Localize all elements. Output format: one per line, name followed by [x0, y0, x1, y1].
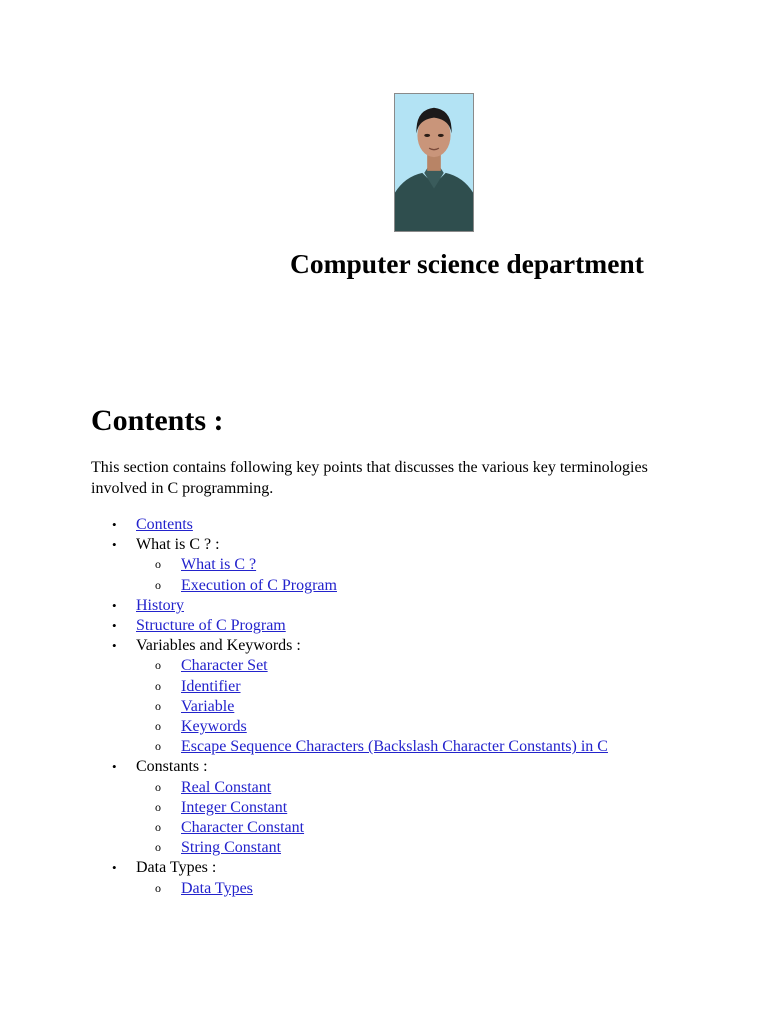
toc-section-label: What is C ? :	[136, 536, 220, 554]
toc-subitem-variable[interactable]	[136, 697, 608, 717]
toc-item-constants	[91, 757, 608, 858]
toc-sublist	[136, 778, 608, 859]
toc-item-history[interactable]	[91, 596, 608, 616]
toc-link[interactable]: History	[136, 596, 184, 614]
table-of-contents	[91, 515, 608, 899]
toc-link[interactable]: Contents	[136, 516, 193, 533]
toc-subitem-real-constant[interactable]	[136, 778, 608, 798]
toc-link[interactable]: Integer Constant	[181, 798, 288, 816]
toc-subitem-identifier[interactable]	[136, 677, 608, 697]
toc-link[interactable]: Data Types	[181, 879, 253, 897]
toc-subitem-escape-sequence-characters-backslash-character-constants-in-c[interactable]	[136, 737, 608, 757]
toc-section-label: Variables and Keywords :	[136, 637, 301, 655]
toc-subitem-integer-constant[interactable]	[136, 798, 608, 818]
toc-link[interactable]: Identifier	[181, 677, 241, 695]
toc-sublist	[136, 555, 608, 595]
toc-link[interactable]: Real Constant	[181, 778, 272, 796]
toc-link[interactable]: What is C ?	[181, 556, 257, 574]
toc-subitem-keywords[interactable]	[136, 717, 608, 737]
toc-item-structure-of-c-program[interactable]	[91, 616, 608, 636]
toc-subitem-character-constant[interactable]	[136, 818, 608, 838]
toc-section-label: Data Types :	[136, 859, 217, 877]
toc-sublist	[136, 879, 608, 899]
toc-sublist	[136, 656, 608, 757]
person-portrait-icon	[395, 94, 473, 231]
toc-link[interactable]: Structure of C Program	[136, 617, 286, 635]
toc-item-data-types	[91, 858, 608, 898]
toc-link[interactable]: Escape Sequence Characters (Backslash Character Constants) in C	[181, 738, 608, 756]
toc-section-label: Constants :	[136, 758, 208, 776]
toc-item-what-is-c	[91, 535, 608, 596]
toc-link[interactable]: Variable	[181, 697, 235, 715]
toc-item-variables-and-keywords	[91, 636, 608, 757]
contents-heading: Contents :	[91, 404, 224, 437]
toc-subitem-data-types[interactable]	[136, 879, 608, 899]
toc-subitem-execution-of-c-program[interactable]	[136, 576, 608, 596]
toc-item-contents[interactable]	[91, 515, 608, 535]
toc-link[interactable]: Character Constant	[181, 819, 305, 837]
profile-photo	[394, 93, 474, 232]
toc-link[interactable]: Execution of C Program	[181, 576, 337, 594]
toc-subitem-string-constant[interactable]	[136, 838, 608, 858]
toc-link[interactable]: String Constant	[181, 839, 282, 857]
department-title: Computer science department	[290, 248, 644, 279]
toc-subitem-character-set[interactable]	[136, 656, 608, 676]
toc-link[interactable]: Keywords	[181, 718, 247, 736]
toc-link[interactable]: Character Set	[181, 657, 268, 675]
toc-subitem-what-is-c[interactable]	[136, 555, 608, 575]
contents-intro: This section contains following key points that discusses the various key terminologies involved in C programming.	[91, 459, 648, 497]
